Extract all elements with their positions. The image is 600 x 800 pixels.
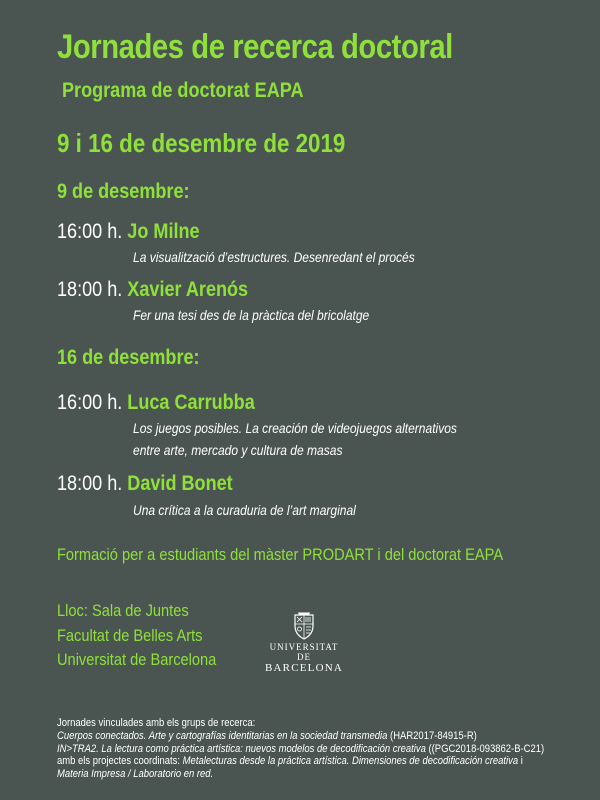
talk-speaker: Xavier Arenós [127, 278, 249, 301]
talk-speaker: Luca Carrubba [127, 391, 255, 414]
talk-time: 16:00 h. [57, 391, 123, 414]
footer-projects [57, 755, 539, 768]
footer-projects-continued [57, 768, 539, 781]
talk-title: La visualització d’estructures. Desenredant el procés [133, 249, 415, 265]
talk-line [57, 472, 233, 496]
talk-time: 18:00 h. [57, 472, 123, 495]
poster-title: Jornades de recerca doctoral [57, 28, 453, 66]
projects-prefix: amb els projectes coordinats: [57, 755, 183, 768]
footer-intro: Jornades vinculades amb els grups de recerca: [57, 717, 256, 729]
talk-title-continued: entre arte, mercado y cultura de masas [133, 442, 343, 458]
venue-line: Lloc: Sala de Juntes [57, 601, 189, 620]
venue-block [57, 599, 216, 673]
footer-credits [57, 717, 545, 781]
footer-group-2 [57, 742, 545, 756]
talk-time: 16:00 h. [57, 220, 123, 243]
talk-title: Fer una tesi des de la pràctica del bricolatge [133, 307, 370, 323]
poster-subtitle: Programa de doctorat EAPA [62, 79, 304, 102]
logo-text-top: UNIVERSITAT DE [269, 642, 339, 662]
talk-line [57, 391, 255, 415]
talk-title: Una crítica a la curaduria de l’art marginal [133, 502, 356, 518]
talk-speaker: David Bonet [127, 472, 233, 495]
talk-speaker: Jo Milne [127, 220, 200, 243]
venue-line: Universitat de Barcelona [57, 650, 217, 669]
university-logo [262, 612, 346, 674]
day-heading-16: 16 de desembre: [57, 346, 200, 369]
talk-line [57, 220, 200, 244]
project-title: Metalecturas desde la práctica artística. Dimensiones de decodificación creativa [182, 755, 519, 768]
project-title: Materia Impresa / Laboratorio en red. [57, 768, 214, 781]
venue-line: Facultat de Belles Arts [57, 625, 203, 645]
talk-line [57, 278, 248, 302]
day-heading-9: 9 de desembre: [57, 180, 190, 203]
group-code: ((PGC2018-093862-B-C21) [425, 742, 545, 755]
group-code: (HAR2017-84915-R) [387, 729, 477, 742]
footer-group-1 [57, 730, 539, 743]
talk-title: Los juegos posibles. La creación de videojuegos alternativos [133, 420, 457, 436]
ub-shield-icon [293, 612, 315, 640]
group-title: Cuerpos conectados. Arte y cartografías identitarias en la sociedad transmedia [57, 729, 388, 742]
talk-time: 18:00 h. [57, 278, 123, 301]
event-dates: 9 i 16 de desembre de 2019 [57, 128, 346, 158]
logo-text-bottom: BARCELONA [264, 662, 344, 674]
group-title: IN>TRA2. La lectura como práctica artística: nuevos modelos de decodificación creativa [57, 742, 426, 755]
projects-join: i [518, 755, 523, 768]
audience-note: Formació per a estudiants del màster PRODART i del doctorat EAPA [57, 545, 504, 564]
